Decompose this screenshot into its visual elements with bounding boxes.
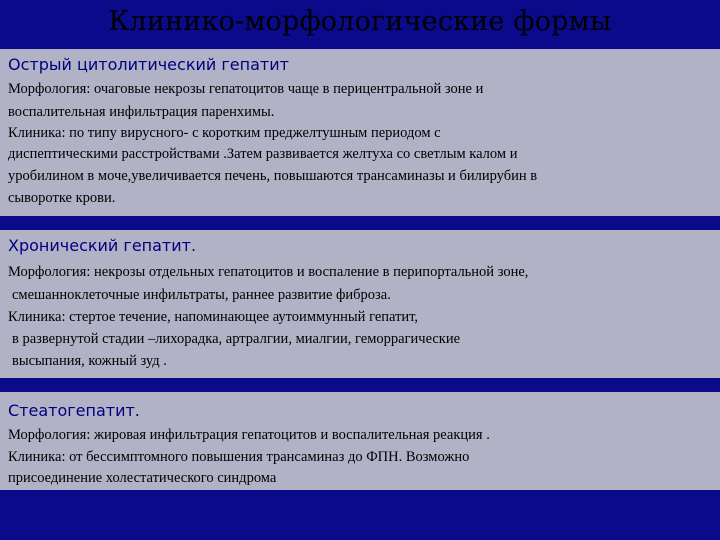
text-line: в развернутой стадии –лихорадка, артралгии, миалгии, геморрагические [12,331,461,347]
text-line: Морфология: жировая инфильтрация гепатоцитов и воспалительная реакция . [8,427,490,443]
section-acute-cytolytic-hepatitis [0,49,720,216]
text-line: высыпания, кожный зуд . [12,353,167,369]
section-steatohepatitis [0,392,720,490]
text-line: уробилином в моче,увеличивается печень, повышаются трансаминазы и билирубин в [8,168,538,184]
section-heading: Хронический гепатит. [8,236,197,255]
slide-title: Клинико-морфологические формы [108,6,612,37]
section-chronic-hepatitis [0,230,720,378]
text-line: Морфология: некрозы отдельных гепатоцитов и воспаление в перипортальной зоне, [8,264,529,280]
section-heading: Острый цитолитический гепатит [8,55,289,74]
text-line: Клиника: стертое течение, напоминающее аутоиммунный гепатит, [8,309,419,325]
text-line: сыворотке крови. [8,190,116,206]
text-line: Морфология: очаговые некрозы гепатоцитов чаще в перицентральной зоне и [8,81,484,97]
text-line: смешанноклеточные инфильтраты, раннее развитие фиброза. [12,287,391,303]
text-line: Клиника: от бессимптомного повышения трансаминаз до ФПН. Возможно [8,449,470,465]
section-heading: Стеатогепатит. [8,401,140,420]
text-line: диспептическими расстройствами .Затем развивается желтуха со светлым калом и [8,146,518,162]
text-line: присоединение холестатического синдрома [8,470,277,486]
text-line: Клиника: по типу вирусного- с коротким преджелтушным периодом с [8,125,441,141]
text-line: воспалительная инфильтрация паренхимы. [8,104,275,120]
